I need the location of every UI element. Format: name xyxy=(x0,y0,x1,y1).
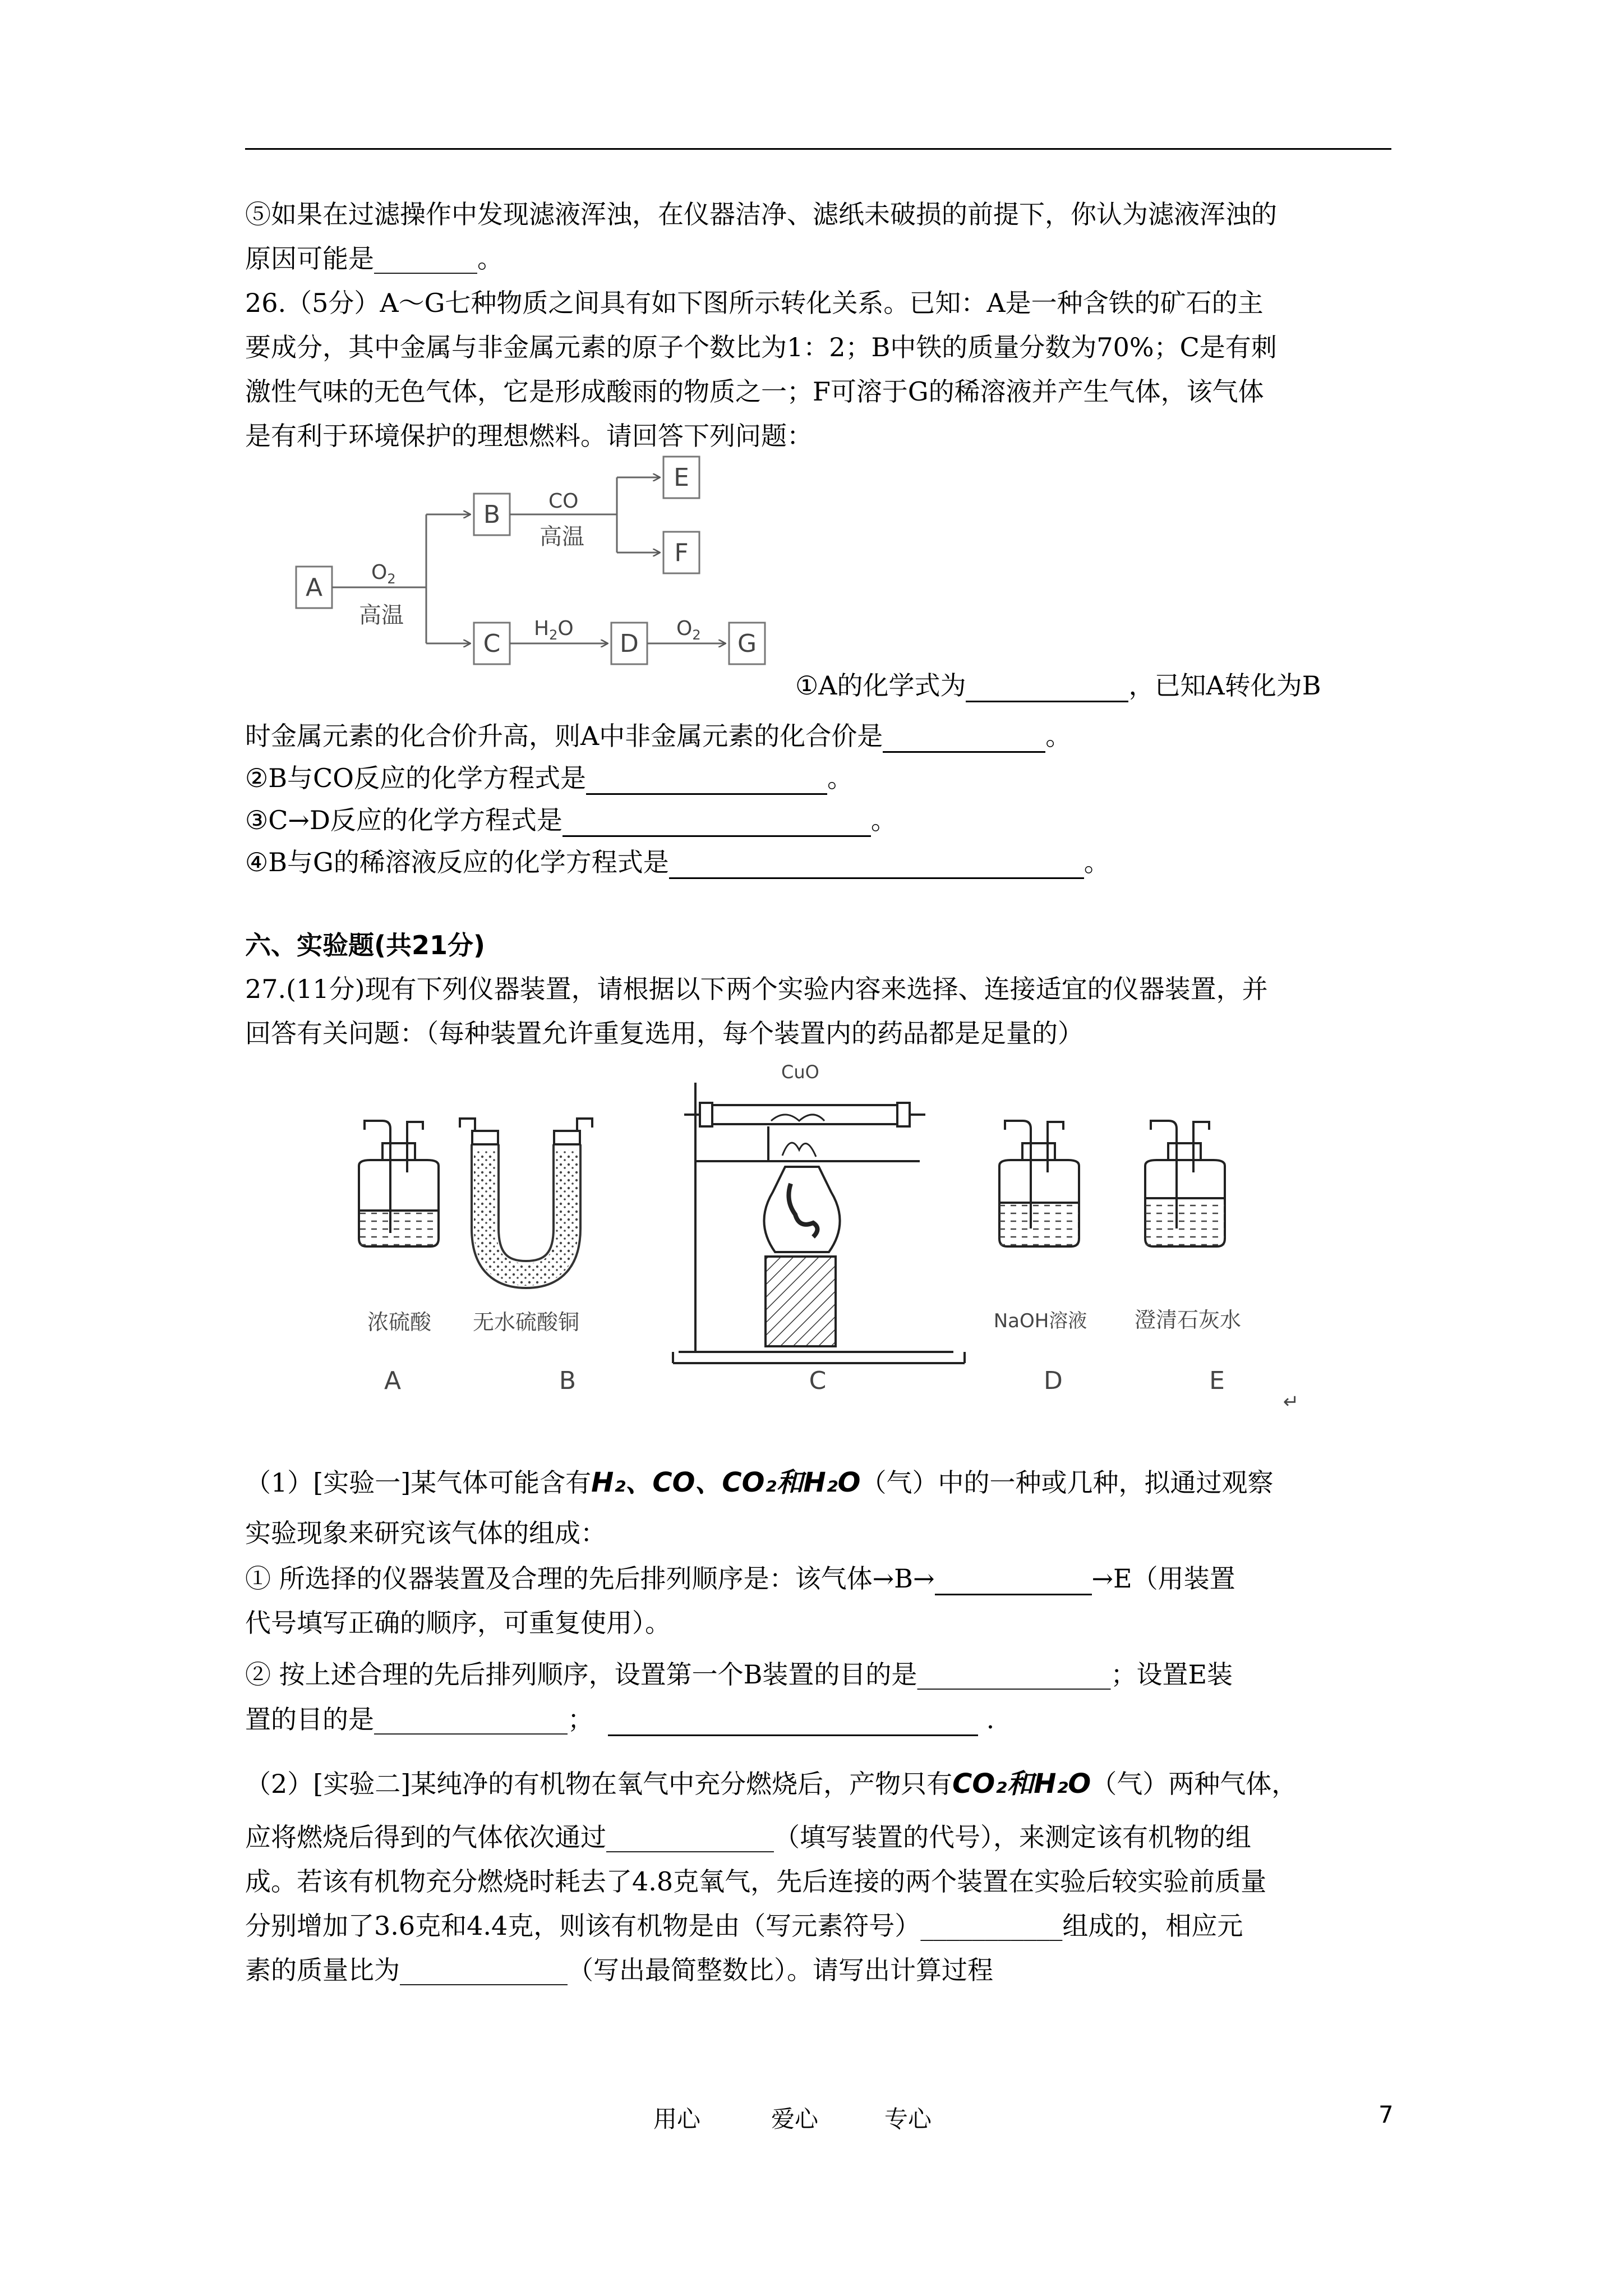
q25-item5-line1: ⑤如果在过滤操作中发现滤液浑浊，在仪器洁净、滤纸未破损的前提下，你认为滤液浑浊的 xyxy=(245,199,1277,229)
label-d: D xyxy=(620,629,639,658)
label-gaowen-second: 高温 xyxy=(540,524,584,550)
cuo-label: CuO xyxy=(781,1061,819,1083)
exp1-q2-line2: 置的目的是_______________； . xyxy=(245,1703,994,1736)
footer-left: 用心 xyxy=(653,2105,701,2133)
apparatus-figure xyxy=(292,1060,1324,1419)
q26-q1-line2: 时金属元素的化合价升高，则A中非金属元素的化合价是 。 xyxy=(245,719,1071,753)
exp1-line2: 实验现象来研究该气体的组成： xyxy=(245,1518,606,1548)
exp2-line2: 应将燃烧后得到的气体依次通过_____________（填写装置的代号），来测定该有机物的组 xyxy=(245,1822,1251,1852)
label-e-reagent: 澄清石灰水 xyxy=(1134,1308,1242,1332)
exp1-q1-line2: 代号填写正确的顺序，可重复使用）。 xyxy=(245,1608,671,1638)
label-co: CO xyxy=(548,490,579,513)
q26-q1-line1: ①A的化学式为 ，已知A转化为B xyxy=(795,669,1321,702)
q25-item5-suffix: 。 xyxy=(477,243,503,274)
letter-b: B xyxy=(559,1366,577,1395)
q26-q4-line: ④B与G的稀溶液反应的化学方程式是 。 xyxy=(245,845,1110,879)
q26-q3-line: ③C→D反应的化学方程式是 。 xyxy=(245,803,897,837)
label-f: F xyxy=(674,539,689,567)
footer-right: 专心 xyxy=(884,2105,932,2133)
exp1-q2-blank1: _______________ xyxy=(917,1659,1111,1690)
exp2-line1: （2）[实验二]某纯净的有机物在氧气中充分燃烧后，产物只有CO₂和H₂O（气）两种气体， xyxy=(245,1768,1298,1800)
exp2-line4: 分别增加了3.6克和4.4克，则该有机物是由（写元素符号）___________组成的，相应元 xyxy=(245,1911,1243,1941)
q25-item5-line2 xyxy=(245,242,503,275)
exp2-line5: 素的质量比为_____________（写出最简整数比）。请写出计算过程 xyxy=(245,1955,993,1985)
exp1-line1: （1）[实验一]某气体可能含有H₂、CO、CO₂和H₂O（气）中的一种或几种，拟通过观察 xyxy=(245,1467,1274,1498)
label-b: B xyxy=(483,500,501,529)
bottle-d-naoh-solution xyxy=(999,1121,1079,1246)
q26-q1-blank1 xyxy=(966,674,1128,702)
q25-item5-blank: ________ xyxy=(374,243,477,274)
label-a: A xyxy=(305,573,323,602)
exp1-q2-blank2: _______________ xyxy=(374,1704,568,1734)
label-e: E xyxy=(674,463,689,492)
q26-q1-blank2 xyxy=(883,724,1045,753)
exp2-blank1: _____________ xyxy=(606,1822,774,1852)
exp1-q1-blank xyxy=(935,1567,1092,1595)
q26-line2: 要成分，其中金属与非金属元素的原子个数比为1：2；B中铁的质量分数为70%；C是有刺 xyxy=(245,332,1277,362)
conversion-flow-diagram xyxy=(280,454,808,701)
label-c: C xyxy=(483,629,501,658)
letter-d: D xyxy=(1044,1366,1063,1395)
q27-line2: 回答有关问题：（每种装置允许重复选用，每个装置内的药品都是足量的） xyxy=(245,1018,1083,1048)
q26-q4-blank xyxy=(669,850,1084,879)
label-b-reagent: 无水硫酸铜 xyxy=(472,1310,580,1335)
section6-title: 六、实验题(共21分) xyxy=(245,930,486,960)
q26-q2-blank xyxy=(586,766,827,795)
bottle-e-limewater xyxy=(1145,1121,1225,1246)
letter-e: E xyxy=(1209,1366,1225,1395)
exp1-q1-line1: ① 所选择的仪器装置及合理的先后排列顺序是：该气体→B→ →E（用装置 xyxy=(245,1562,1235,1595)
exp2-blank3: _____________ xyxy=(400,1955,568,1985)
header-rule xyxy=(245,148,1391,150)
q26-q3-blank xyxy=(562,808,871,837)
q25-item5-prefix: 原因可能是 xyxy=(245,243,374,274)
page-number: 7 xyxy=(1378,2101,1394,2128)
label-h2o: $H_2O$ xyxy=(534,617,574,643)
label-gaowen-first: 高温 xyxy=(359,602,404,628)
q26-line4: 是有利于环境保护的理想燃料。请回答下列问题： xyxy=(245,421,813,451)
label-o2-first: $O_2$ xyxy=(371,561,396,587)
label-a-reagent: 浓硫酸 xyxy=(367,1310,432,1335)
letter-a: A xyxy=(384,1366,402,1395)
q27-line1: 27.(11分)现有下列仪器装置，请根据以下两个实验内容来选择、连接适宜的仪器装置，并 xyxy=(245,974,1268,1004)
label-o2-second: $O_2$ xyxy=(676,617,701,643)
exp2-blank2: ___________ xyxy=(920,1911,1063,1941)
return-mark: ↵ xyxy=(1283,1391,1299,1413)
u-tube-b-anhydrous-copper-sulfate xyxy=(460,1119,592,1274)
label-g: G xyxy=(737,629,757,658)
exp2-line3: 成。若该有机物充分燃烧时耗去了4.8克氧气，先后连接的两个装置在实验后较实验前质量 xyxy=(245,1866,1267,1897)
q26-line1: 26.（5分）A～G七种物质之间具有如下图所示转化关系。已知：A是一种含铁的矿石的主 xyxy=(245,288,1264,318)
letter-c: C xyxy=(809,1366,827,1395)
bottle-a-concentrated-sulfuric-acid xyxy=(359,1121,439,1246)
q26-q2-line: ②B与CO反应的化学方程式是 。 xyxy=(245,761,853,795)
apparatus-c-heated-tube xyxy=(673,1083,965,1363)
exp1-q2-blank3 xyxy=(608,1708,978,1736)
label-d-reagent: NaOH溶液 xyxy=(993,1310,1087,1332)
q26-line3: 激性气味的无色气体，它是形成酸雨的物质之一；F可溶于G的稀溶液并产生气体，该气体 xyxy=(245,376,1264,407)
footer-mid: 爱心 xyxy=(771,2105,819,2133)
exp1-gas-formulas: H₂、CO、CO₂和H₂O xyxy=(591,1467,861,1498)
exp2-gas-formulas: CO₂和H₂O xyxy=(952,1768,1091,1800)
exp1-q2-line1: ② 按上述合理的先后排列顺序，设置第一个B装置的目的是_______________；设置E装 xyxy=(245,1659,1233,1690)
